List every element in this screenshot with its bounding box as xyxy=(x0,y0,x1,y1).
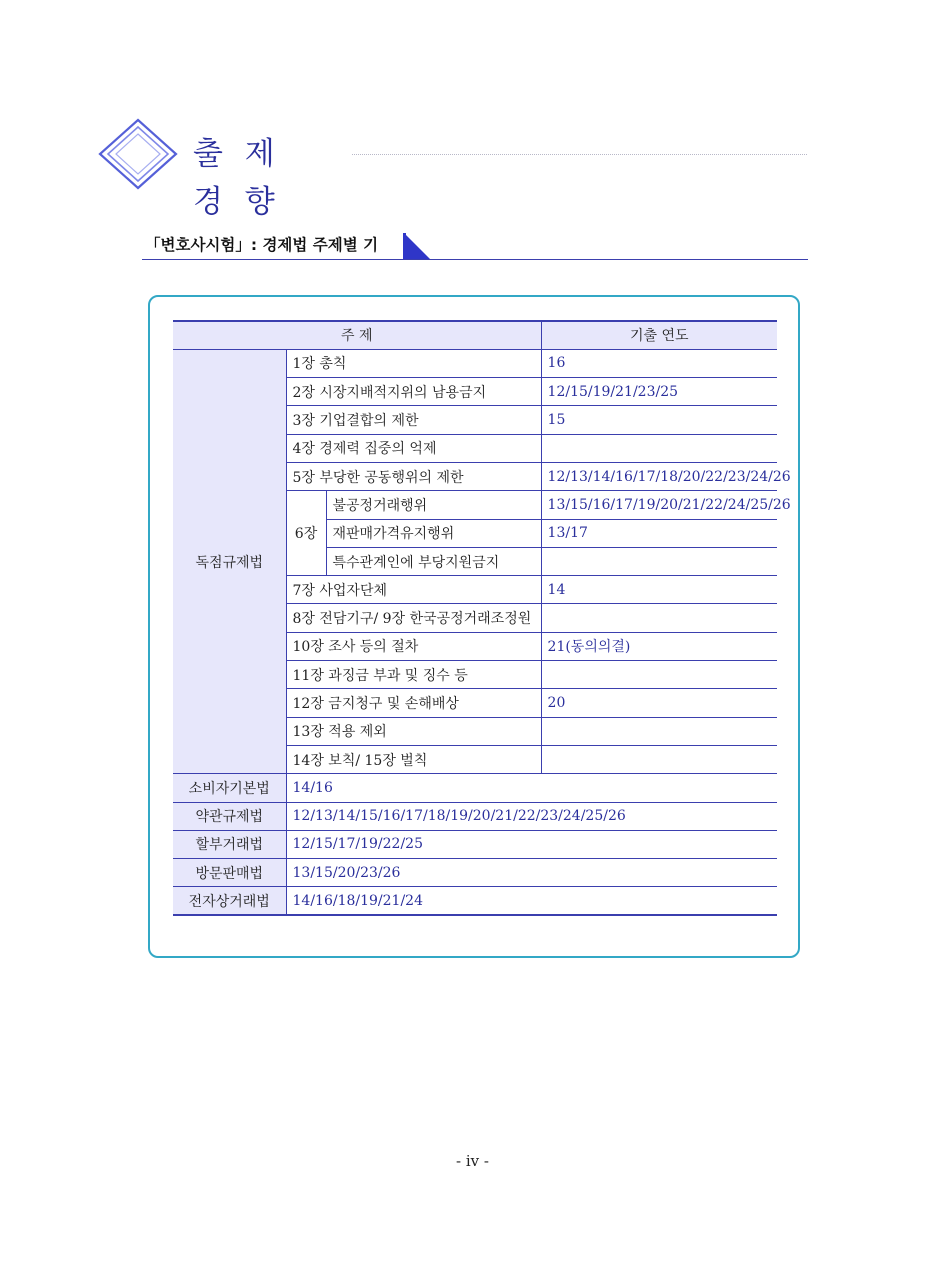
years-cell xyxy=(541,604,777,632)
topic-cell: 11장 과징금 부과 및 징수 등 xyxy=(286,661,541,689)
page-heading: 출 제 경 향 xyxy=(193,136,281,220)
law-label: 방문판매법 xyxy=(173,859,286,887)
chapter6-label: 6장 xyxy=(286,491,326,576)
topic-cell: 4장 경제력 집중의 억제 xyxy=(286,434,541,462)
years-cell: 14/16 xyxy=(286,774,777,802)
header-topic: 주 제 xyxy=(173,321,541,349)
topic-cell: 8장 전담기구/ 9장 한국공정거래조정원 xyxy=(286,604,541,632)
topic-cell: 재판매가격유지행위 xyxy=(326,519,541,547)
years-cell: 15 xyxy=(541,406,777,434)
topic-cell: 12장 금지청구 및 손해배상 xyxy=(286,689,541,717)
years-cell: 21(동의의결) xyxy=(541,632,777,660)
topic-cell: 3장 기업결합의 제한 xyxy=(286,406,541,434)
law-label: 소비자기본법 xyxy=(173,774,286,802)
law-label: 할부거래법 xyxy=(173,830,286,858)
table-row xyxy=(173,802,777,830)
years-cell: 13/15/20/23/26 xyxy=(286,859,777,887)
years-cell: 13/15/16/17/19/20/21/22/24/25/26 xyxy=(541,491,777,519)
heading-divider xyxy=(352,154,807,155)
years-cell xyxy=(541,434,777,462)
years-cell: 20 xyxy=(541,689,777,717)
law-label: 약관규제법 xyxy=(173,802,286,830)
years-cell: 12/15/19/21/23/25 xyxy=(541,378,777,406)
topic-cell: 특수관계인에 부당지원금지 xyxy=(326,547,541,575)
years-cell: 14 xyxy=(541,576,777,604)
table-row xyxy=(173,774,777,802)
years-cell: 14/16/18/19/21/24 xyxy=(286,887,777,915)
topic-cell: 14장 보칙/ 15장 벌칙 xyxy=(286,745,541,773)
years-cell xyxy=(541,717,777,745)
table-row xyxy=(173,349,777,377)
table-row xyxy=(173,830,777,858)
years-cell xyxy=(541,661,777,689)
topic-cell: 1장 총칙 xyxy=(286,349,541,377)
table-header-row xyxy=(173,321,777,349)
topic-cell: 10장 조사 등의 절차 xyxy=(286,632,541,660)
header-years: 기출 연도 xyxy=(541,321,777,349)
topic-cell: 2장 시장지배적지위의 남용금지 xyxy=(286,378,541,406)
years-cell xyxy=(541,745,777,773)
topic-cell: 불공정거래행위 xyxy=(326,491,541,519)
exam-topic-table xyxy=(173,320,791,916)
years-cell: 13/17 xyxy=(541,519,777,547)
page-number: - iv - xyxy=(456,1152,489,1170)
table-row xyxy=(173,859,777,887)
years-cell: 16 xyxy=(541,349,777,377)
diamond-logo-icon xyxy=(98,118,178,190)
section-title: 「변호사시험」: 경제법 주제별 기 xyxy=(145,236,379,254)
group-label: 독점규제법 xyxy=(173,349,286,773)
topic-cell: 7장 사업자단체 xyxy=(286,576,541,604)
table-row xyxy=(173,887,777,915)
years-cell: 12/13/14/15/16/17/18/19/20/21/22/23/24/25/26 xyxy=(286,802,777,830)
topic-cell: 5장 부당한 공동행위의 제한 xyxy=(286,462,541,490)
topic-cell: 13장 적용 제외 xyxy=(286,717,541,745)
section-tab-triangle xyxy=(404,233,430,259)
law-label: 전자상거래법 xyxy=(173,887,286,915)
years-cell xyxy=(541,547,777,575)
years-cell: 12/13/14/16/17/18/20/22/23/24/26 xyxy=(541,462,777,490)
years-cell: 12/15/17/19/22/25 xyxy=(286,830,777,858)
